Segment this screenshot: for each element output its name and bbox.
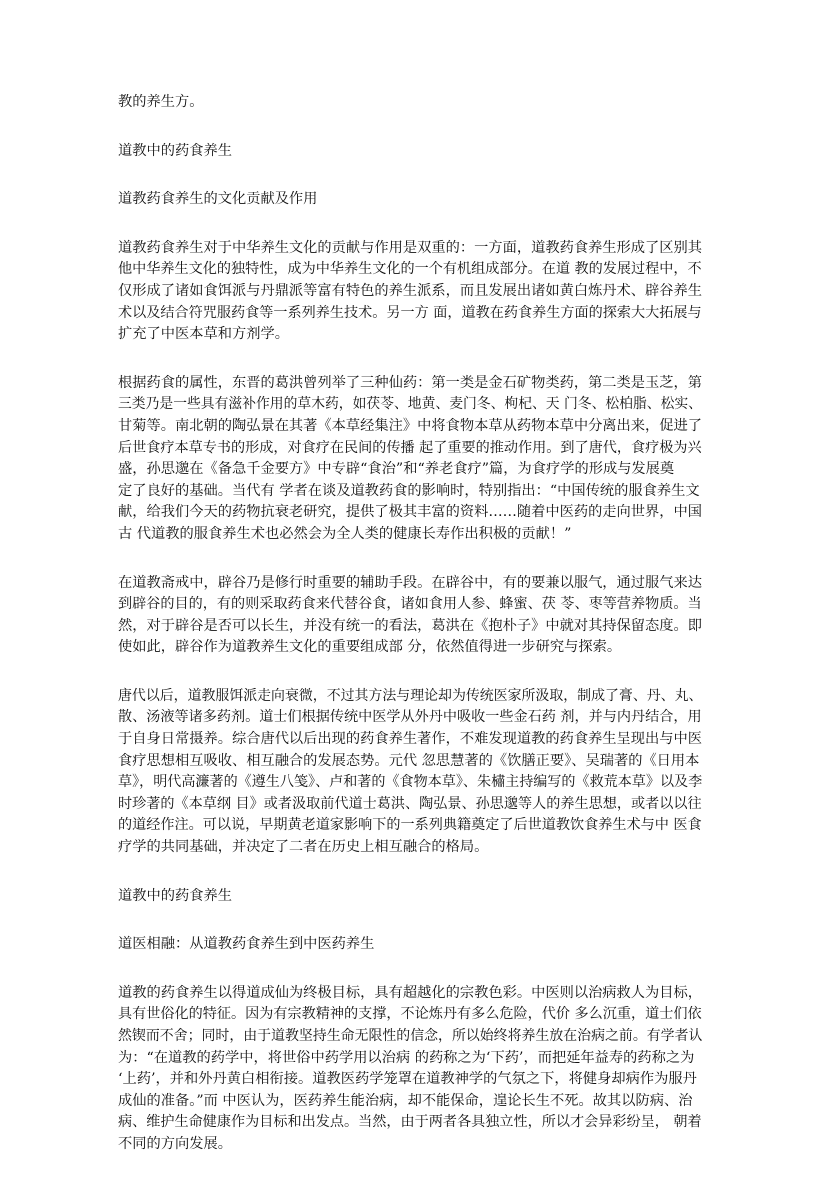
- text-line: 道教中的药食养生: [118, 142, 232, 159]
- text-line: 具有世俗化的特征。因为有宗教精神的支撑，不论炼丹有多么危险，代价 多么沉重，道士们依: [118, 1006, 702, 1023]
- text-line: 道医相融：从道教药食养生到中医药养生: [118, 936, 375, 953]
- text-line: 在道教斋戒中，辟谷乃是修行时重要的辅助手段。在辟谷中，有的要兼以服气，通过服气来达: [118, 574, 703, 591]
- paragraph: [118, 238, 708, 346]
- paragraph: [118, 573, 708, 659]
- text-line: 道教药食养生对于中华养生文化的贡献与作用是双重的：一方面，道教药食养生形成了区别其: [118, 239, 703, 256]
- section-heading: [118, 934, 708, 956]
- paragraph: [118, 373, 708, 546]
- text-line: 道教药食养生的文化贡献及作用: [118, 191, 318, 208]
- text-line: 时珍著的《本草纲 目》或者汲取前代道士葛洪、陶弘景、孙思邈等人的养生思想，或者以以往: [118, 795, 702, 812]
- text-line: 术以及结合符咒服药食等一系列养生技术。另一方 面，道教在药食养生方面的探索大大拓展与: [118, 304, 702, 321]
- text-line: 仅形成了诸如食饵派与丹鼎派等富有特色的养生派系，而且发展出诸如黄白炼丹术、辟谷养生: [118, 282, 703, 299]
- text-line: 定了良好的基础。当代有 学者在谈及道教药食的影响时，特别指出：“中国传统的服食养生文: [118, 482, 700, 499]
- text-line: 为：“在道教的药学中，将世俗中药学用以治病 的药称之为‘下药’，而把延年益寿的药称之为: [118, 1049, 695, 1066]
- text-line: 唐代以后，道教服饵派走向衰微，不过其方法与理论却为传统医家所汲取，制成了膏、丹、丸、: [118, 687, 703, 704]
- text-line: 根据药食的属性，东晋的葛洪曾列举了三种仙药：第一类是金石矿物类药，第二类是玉芝，第: [118, 374, 703, 391]
- text-line: 三类乃是一些具有滋补作用的草木药，如茯苓、地黄、麦门冬、枸杞、天 门冬、松柏脂、松实、: [118, 396, 702, 413]
- section-heading: [118, 141, 708, 163]
- text-line: 成仙的准备。”而 中医认为，医药养生能治病，却不能保命，遑论长生不死。故其以防病、治: [118, 1092, 693, 1109]
- paragraph: [118, 92, 708, 114]
- text-line: 道教中的药食养生: [118, 887, 232, 904]
- text-line: 到辟谷的目的，有的则采取药食来代替谷食，诸如食用人参、蜂蜜、茯 苓、枣等营养物质。当: [118, 596, 702, 613]
- text-line: 然锲而不舍；同时，由于道教坚持生命无限性的信念，所以始终将养生放在治病之前。有学者认: [118, 1028, 703, 1044]
- paragraph: [118, 686, 708, 859]
- text-line: ‘上药’，并和外丹黄白相衔接。道教医药学笼罩在道教神学的气氛之下，将健身却病作为服丹: [118, 1071, 697, 1088]
- paragraph: [118, 983, 708, 1156]
- text-line: 教的养生方。: [118, 94, 204, 110]
- text-line: 献，给我们今天的药物抗衰老研究，提供了极其丰富的资料……随着中医药的走向世界，中国: [118, 504, 703, 521]
- text-line: 疗学的共同基础，并决定了二者在历史上相互融合的格局。: [118, 839, 489, 856]
- text-line: 后世食疗本草专书的形成，对食疗在民间的传播 起了重要的推动作用。到了唐代，食疗极为兴: [118, 439, 702, 456]
- text-line: 扩充了中医本草和方剂学。: [118, 326, 289, 343]
- text-line: 然，对于辟谷是否可以长生，并没有统一的看法，葛洪在《抱朴子》中就对其持保留态度。即: [118, 617, 703, 634]
- section-heading: [118, 886, 708, 908]
- text-line: 的道经作注。可以说，早期黄老道家影响下的一系列典籍奠定了后世道教饮食养生术与中 医食: [118, 817, 702, 834]
- text-line: 病、维护生命健康作为目标和出发点。当然，由于两者各具独立性，所以才会异彩纷呈， 朝着: [118, 1114, 702, 1131]
- text-line: 食疗思想相互吸收、相互融合的发展态势。元代 忽思慧著的《饮膳正要》、吴瑞著的《日用本: [118, 752, 700, 769]
- text-line: 古 代道教的服食养生术也必然会为全人类的健康长寿作出积极的贡献！”: [118, 525, 572, 542]
- section-heading: [118, 189, 708, 211]
- text-line: 草》，明代高濂著的《遵生八笺》、卢和著的《食物本草》、朱橚主持编写的《救荒本草》以及李: [118, 774, 703, 791]
- document-page: [118, 92, 708, 1183]
- text-line: 使如此，辟谷作为道教养生文化的重要组成部 分，依然值得进一步研究与探索。: [118, 639, 622, 656]
- text-line: 散、汤液等诸多药剂。道士们根据传统中医学从外丹中吸收一些金石药 剂，并与内丹结合，用: [118, 709, 702, 726]
- text-line: 盛，孙思邈在《备急千金要方》中专辟“食治”和“养老食疗”篇，为食疗学的形成与发展奠: [118, 461, 675, 478]
- text-line: 他中华养生文化的独特性，成为中华养生文化的一个有机组成部分。在道 教的发展过程中，不: [118, 261, 702, 278]
- text-line: 不同的方向发展。: [118, 1135, 232, 1152]
- text-line: 甘菊等。南北朝的陶弘景在其著《本草经集注》中将食物本草从药物本草中分离出来，促进了: [118, 417, 703, 434]
- text-line: 于自身日常摄养。综合唐代以后出现的药食养生著作，不难发现道教的药食养生呈现出与中医: [118, 731, 703, 748]
- text-line: 道教的药食养生以得道成仙为终极目标，具有超越化的宗教色彩。中医则以治病救人为目标，: [118, 984, 703, 1001]
